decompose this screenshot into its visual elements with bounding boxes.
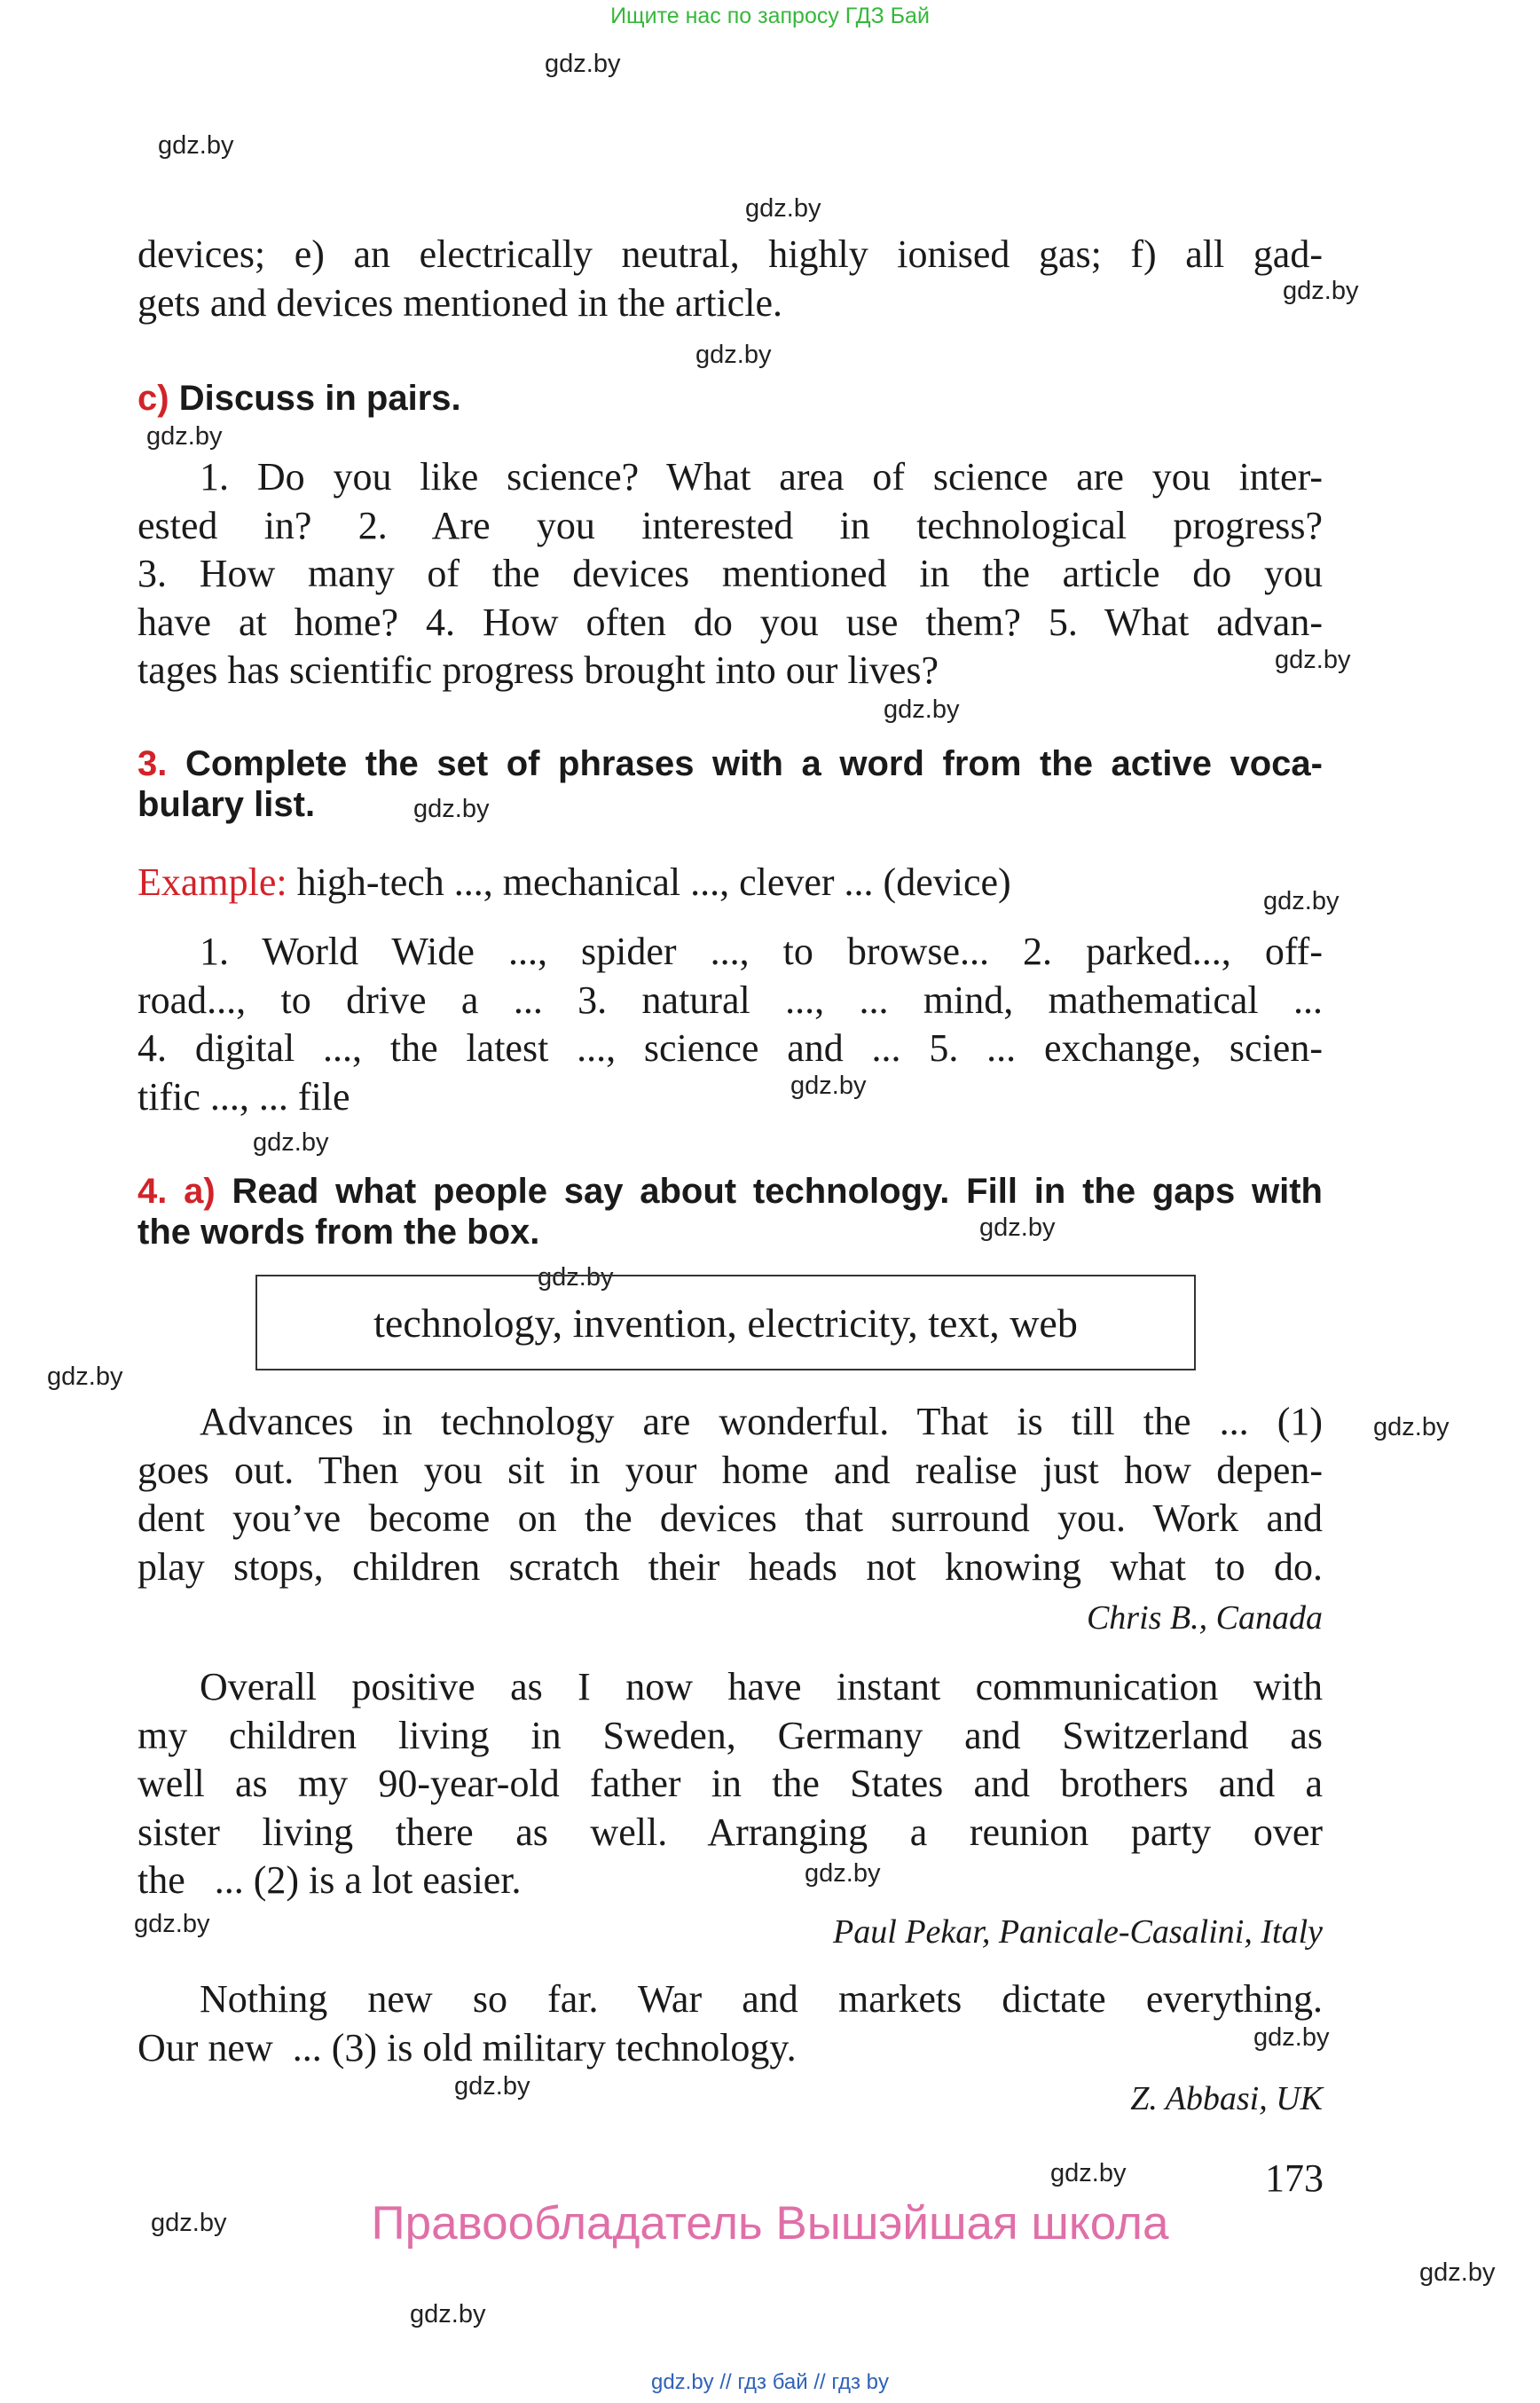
- task-number: 4.: [138, 1172, 168, 1211]
- task-2c-questions: [138, 453, 1323, 695]
- page-number: 173: [1265, 2156, 1324, 2200]
- watermark: gdz.by: [410, 2300, 486, 2328]
- watermark: gdz.by: [1283, 277, 1359, 305]
- watermark: gdz.by: [745, 194, 821, 223]
- text-line: road..., to drive a ... 3. natural ..., ... mind, mathematical ...: [138, 978, 1323, 1022]
- quote-author: Z. Abbasi, UK: [1130, 2080, 1323, 2117]
- task-2c-heading: [138, 378, 1323, 419]
- quote-2: [138, 1663, 1323, 1905]
- text-line: Our new ... (3) is old military technology.: [138, 2025, 797, 2069]
- watermark: gdz.by: [151, 2209, 227, 2237]
- task-3-items: [138, 928, 1323, 1121]
- watermark: gdz.by: [1373, 1413, 1450, 1441]
- task-3-example: [138, 859, 1323, 907]
- watermark: gdz.by: [134, 1910, 210, 1938]
- watermark: gdz.by: [1253, 2023, 1330, 2052]
- task-instruction: Complete the set of phrases with a word from the active voca-: [185, 744, 1323, 783]
- example-label: Example:: [138, 860, 287, 904]
- watermark: gdz.by: [1263, 887, 1340, 915]
- watermark: gdz.by: [695, 341, 772, 369]
- text-line: 3. How many of the devices mentioned in the article do you: [138, 552, 1323, 595]
- watermark: gdz.by: [253, 1128, 329, 1157]
- text-line: devices; e) an electrically neutral, highly ionised gas; f) all gad-: [138, 232, 1323, 276]
- task-letter: c): [138, 379, 169, 418]
- watermark: gdz.by: [790, 1072, 867, 1100]
- text-line: gets and devices mentioned in the article.: [138, 280, 782, 325]
- watermark: gdz.by: [1050, 2159, 1127, 2187]
- watermark: gdz.by: [545, 50, 621, 78]
- watermark: gdz.by: [1275, 646, 1351, 674]
- watermark: gdz.by: [884, 695, 960, 724]
- task-instruction: Discuss in pairs.: [178, 379, 461, 418]
- watermark: gdz.by: [47, 1362, 123, 1391]
- watermark: gdz.by: [158, 131, 234, 160]
- watermark: gdz.by: [413, 795, 490, 823]
- text-line: well as my 90-year-old father in the States and brothers and a: [138, 1762, 1323, 1805]
- task-4a-heading: [138, 1171, 1323, 1253]
- text-line: 1. Do you like science? What area of science are you inter-: [200, 455, 1323, 499]
- word-box: [255, 1275, 1196, 1370]
- text-line: 1. World Wide ..., spider ..., to browse... 2. parked..., off-: [200, 930, 1323, 973]
- task-number: 3.: [138, 744, 168, 783]
- text-line: tific ..., ... file: [138, 1074, 350, 1119]
- text-line: have at home? 4. How often do you use them? 5. What advan-: [138, 600, 1323, 644]
- text-line: sister living there as well. Arranging a reunion party over: [138, 1810, 1323, 1854]
- text-line: play stops, children scratch their heads not knowing what to do.: [138, 1544, 1323, 1589]
- text-line: tages has scientific progress brought into our lives?: [138, 648, 939, 692]
- task-3-heading: [138, 743, 1323, 825]
- footer-links[interactable]: gdz.by // гдз бай // гдз by: [650, 2370, 890, 2394]
- text-line: goes out. Then you sit in your home and realise just how depen-: [138, 1448, 1323, 1492]
- task-instruction: bulary list.: [138, 785, 316, 824]
- quote-1: [138, 1398, 1323, 1591]
- text-line: 4. digital ..., the latest ..., science and ... 5. ... exchange, scien-: [138, 1026, 1323, 1070]
- text-line: dent you’ve become on the devices that surround you. Work and: [138, 1496, 1323, 1540]
- watermark: gdz.by: [538, 1263, 614, 1292]
- quote-3: [138, 1975, 1323, 2072]
- intro-paragraph: [138, 231, 1323, 327]
- quote-author: Chris B., Canada: [1086, 1599, 1323, 1637]
- text-line: Advances in technology are wonderful. That is till the ... (1): [200, 1400, 1323, 1443]
- top-banner[interactable]: Ищите нас по запросу ГДЗ Бай: [610, 4, 930, 28]
- quote-author: Paul Pekar, Panicale-Casalini, Italy: [833, 1913, 1323, 1951]
- text-line: my children living in Sweden, Germany and Switzerland as: [138, 1713, 1323, 1757]
- watermark: gdz.by: [1419, 2258, 1496, 2287]
- task-instruction: Read what people say about technology. Fill in the gaps with: [232, 1172, 1323, 1211]
- watermark: gdz.by: [146, 422, 223, 451]
- example-text: high-tech ..., mechanical ..., clever ... (device): [287, 860, 1011, 904]
- word-box-text: technology, invention, electricity, text, web: [373, 1300, 1078, 1346]
- watermark: gdz.by: [454, 2072, 530, 2101]
- task-instruction: the words from the box.: [138, 1213, 540, 1252]
- copyright-notice: Правообладатель Вышэйшая школа: [371, 2197, 1169, 2250]
- text-line: Overall positive as I now have instant communication with: [200, 1665, 1323, 1708]
- text-line: Nothing new so far. War and markets dictate everything.: [200, 1977, 1323, 2021]
- watermark: gdz.by: [979, 1213, 1056, 1242]
- watermark: gdz.by: [805, 1859, 881, 1888]
- text-line: the ... (2) is a lot easier.: [138, 1858, 522, 1902]
- task-letter: a): [184, 1172, 216, 1211]
- text-line: ested in? 2. Are you interested in technological progress?: [138, 503, 1323, 547]
